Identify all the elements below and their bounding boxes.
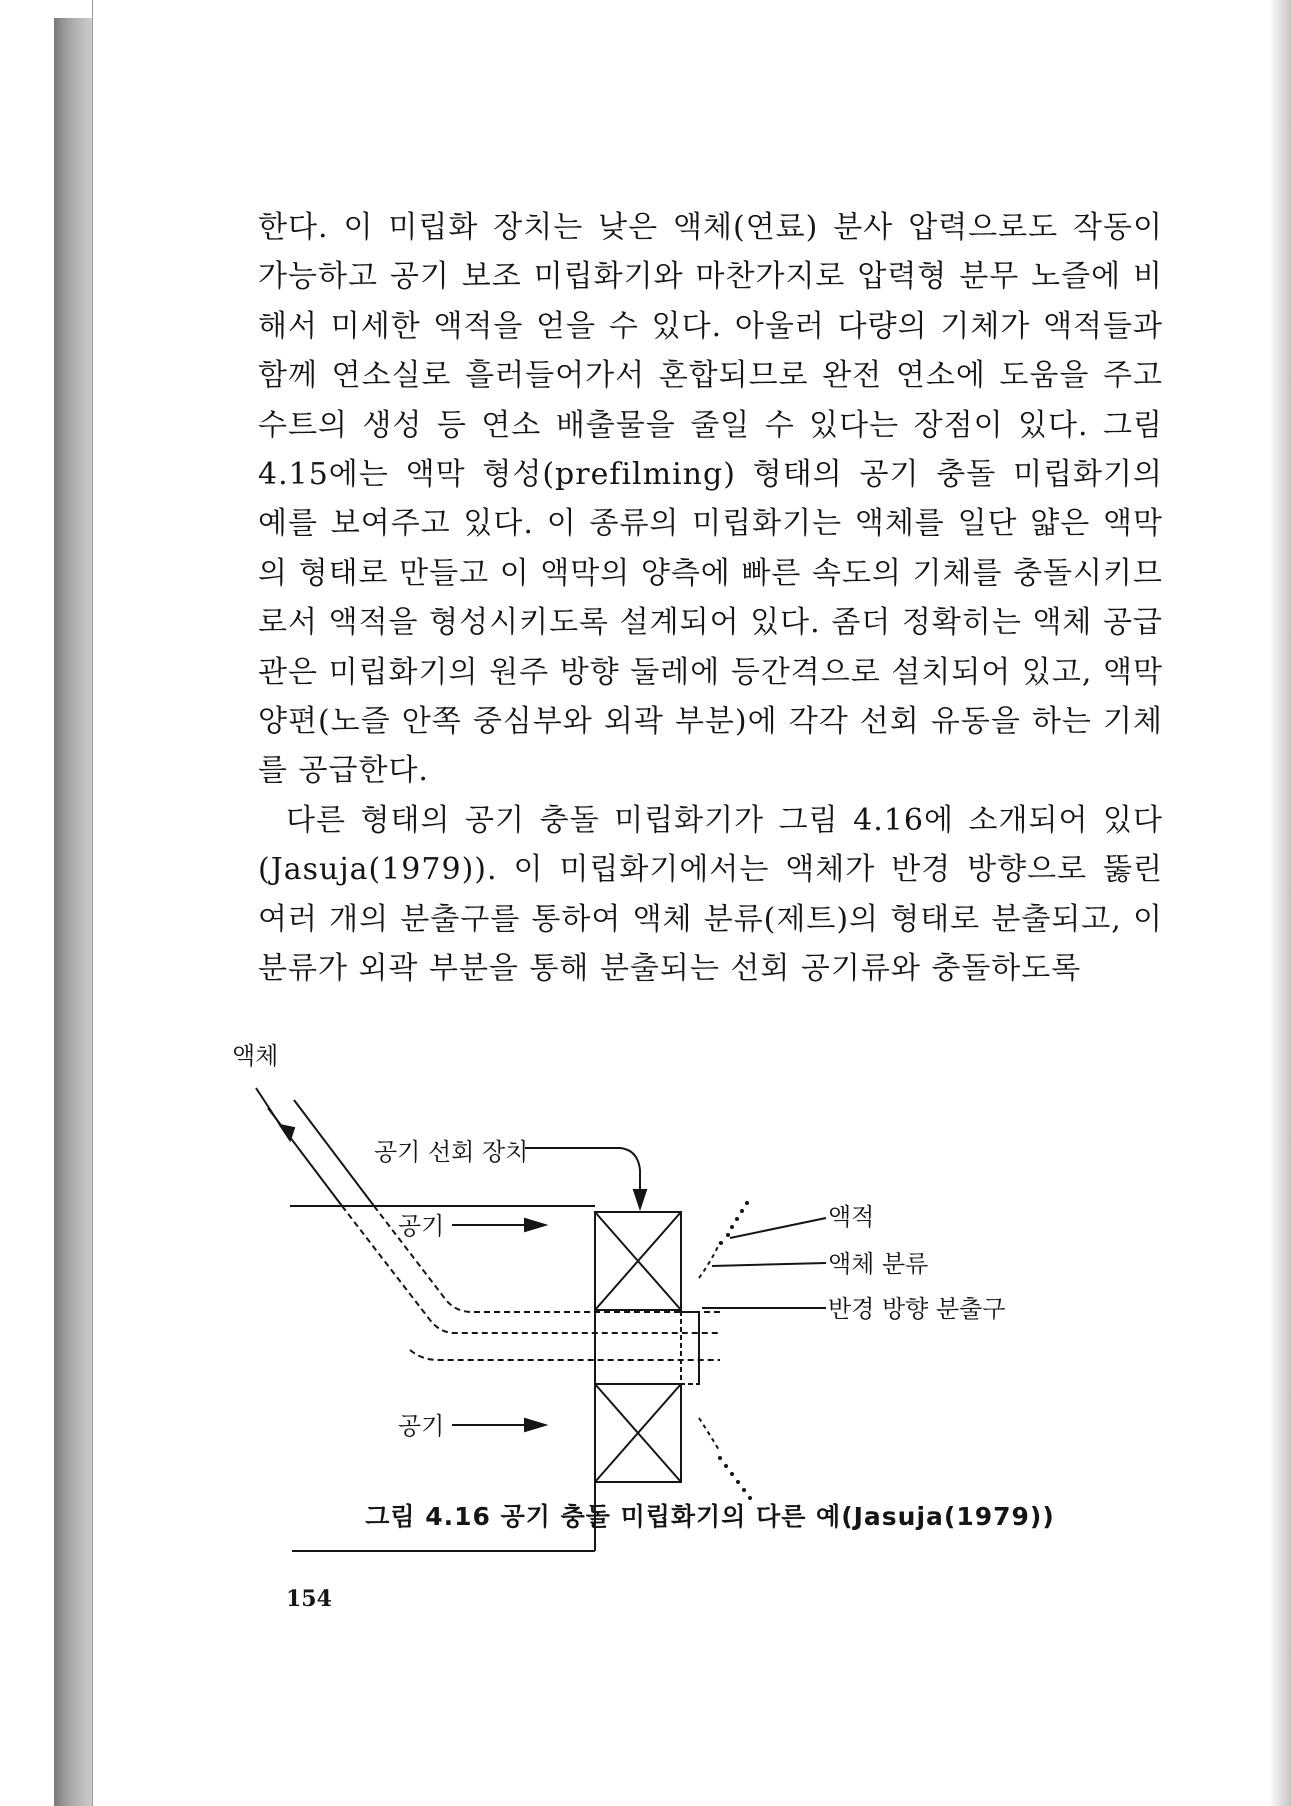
figure-4-16 [232, 1020, 1170, 1580]
body-text [258, 203, 1163, 994]
page-number: 154 [286, 1586, 332, 1612]
figure-caption: 그림 4.16 공기 충돌 미립화기의 다른 예(Jasuja(1979)) [365, 1502, 1055, 1531]
nozzle-tip [681, 1312, 699, 1384]
atomizer-diagram [232, 1020, 1170, 1580]
label-droplets: 액적 [828, 1203, 875, 1231]
swirler-arrow-head [634, 1190, 646, 1208]
label-liquid-jet: 액체 분류 [828, 1250, 929, 1278]
page-right-edge [1269, 0, 1291, 1806]
feed-pipe-inner-upper [294, 1100, 374, 1206]
label-swirler: 공기 선회 장치 [374, 1138, 529, 1166]
liquid-jet-lower [699, 1418, 720, 1452]
droplets-leader [730, 1218, 826, 1238]
book-spine [54, 18, 94, 1806]
label-liquid: 액체 [232, 1042, 279, 1070]
liquid-jet-upper [699, 1242, 720, 1278]
label-radial-orifice: 반경 방향 분출구 [828, 1295, 1006, 1323]
label-air-top: 공기 [398, 1212, 445, 1240]
droplet-dots [718, 1201, 752, 1500]
pipe-dashed-return [410, 1350, 720, 1360]
paragraph-1: 한다. 이 미립화 장치는 낮은 액체(연료) 분사 압력으로도 작동이 가능하고 공기 보조 미립화기와 마찬가지로 압력형 분무 노즐에 비해서 미세한 액적을 얻을 수 있다. 아울러 다량의 기체가 액적들과 함께 연소실로 흘러들어가서 혼합되므로 완전 연소에 도움을 주고 수트의 생성 등 연소 배출물을 줄일 수 있다는 장점이 있다. 그림 4.15에는 액막 형성(prefilming) 형태의 공기 충돌 미립화기의 예를 보여주고 있다. 이 종류의 미립화기는 액체를 일단 얇은 액막의 형태로 만들고 이 액막의 양측에 빠른 속도의 기체를 충돌시키므로서 액적을 형성시키도록 설계되어 있다. 좀더 정확히는 액체 공급관은 미립화기의 원주 방향 둘레에 등간격으로 설치되어 있고, 액막 양편(노즐 안쪽 중심부와 외곽 부분)에 각각 선회 유동을 하는 기체를 공급한다. [258, 210, 1163, 789]
label-air-bottom: 공기 [398, 1412, 445, 1440]
swirler-leader [525, 1148, 640, 1200]
liquid-jet-leader [712, 1263, 826, 1266]
air-top-arrow-head [525, 1219, 545, 1231]
liquid-arrow-head [280, 1125, 294, 1140]
paragraph-2: 다른 형태의 공기 충돌 미립화기가 그림 4.16에 소개되어 있다(Jasuja(1979)). 이 미립화기에서는 액체가 반경 방향으로 뚫린 여러 개의 분출구를 통하여 액체 분류(제트)의 형태로 분출되고, 이 분류가 외곽 부분을 통해 분출되는 선회 공기류와 충돌하도록 [258, 802, 1163, 987]
air-bottom-arrow-head [525, 1419, 545, 1431]
